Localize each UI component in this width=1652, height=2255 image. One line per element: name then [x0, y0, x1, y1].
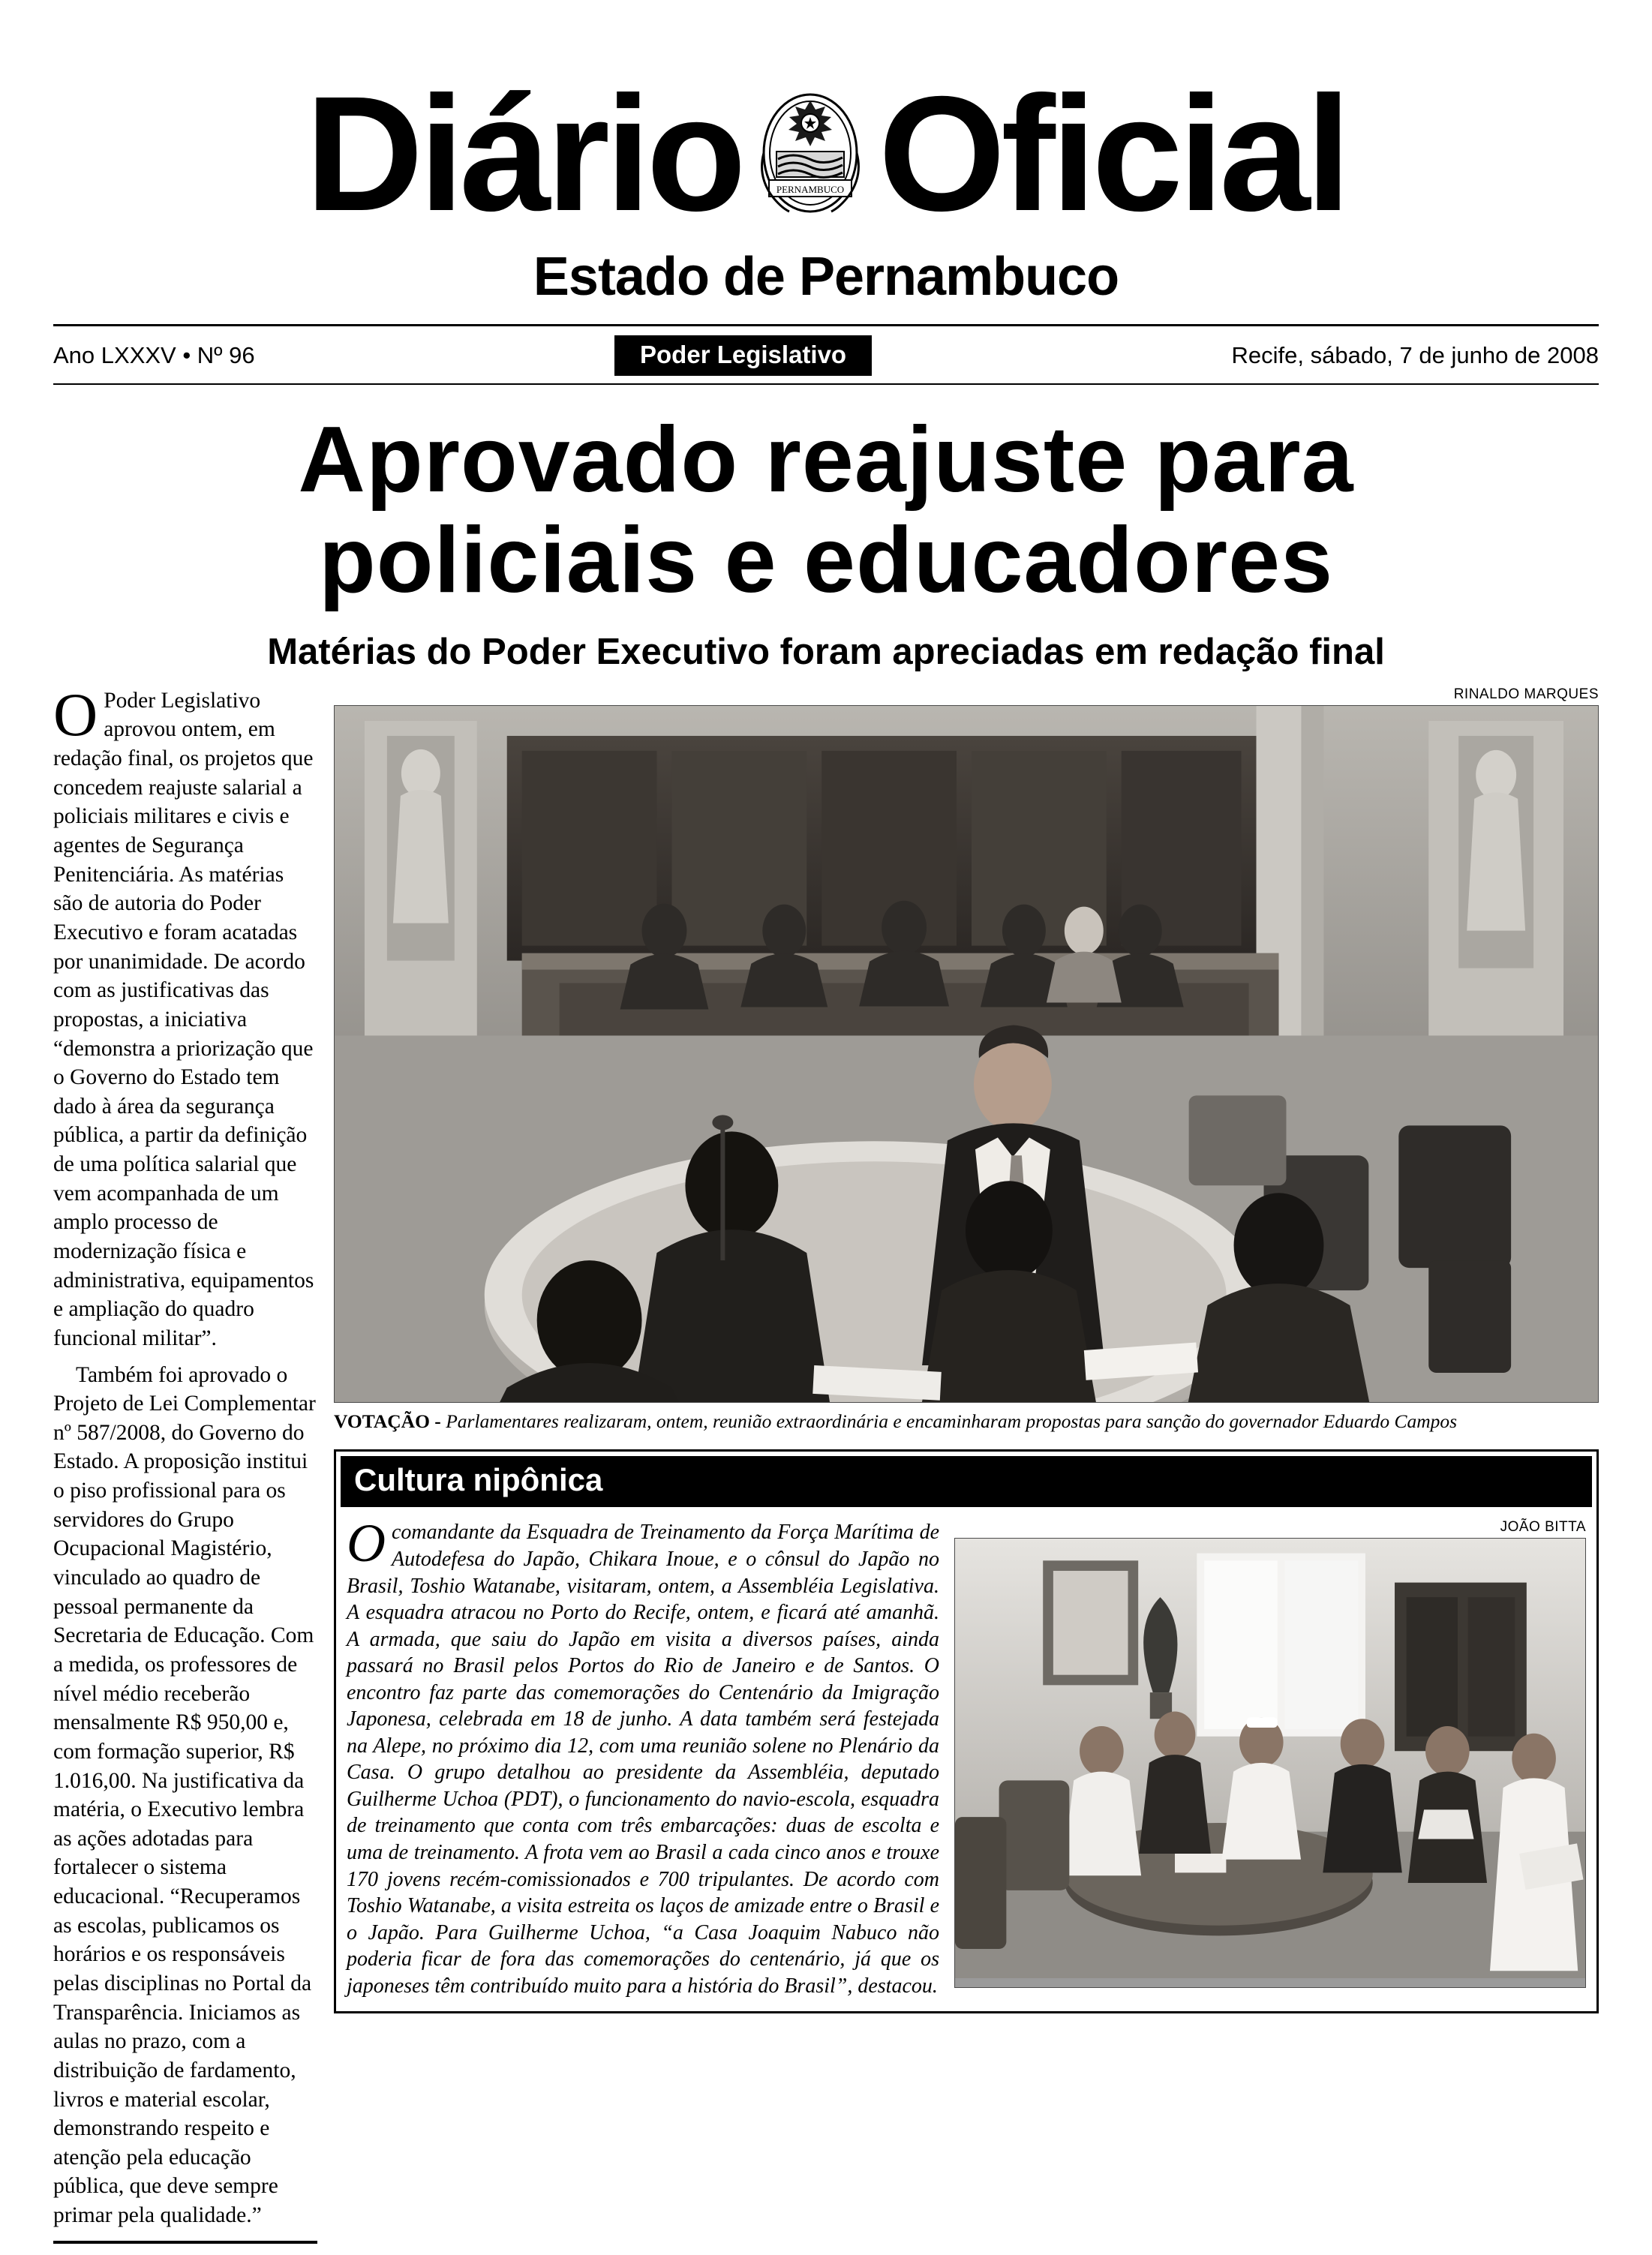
right-column: [334, 686, 1599, 2013]
masthead-subtitle: Estado de Pernambuco: [533, 247, 1119, 307]
lead-paragraph-1: Poder Legislativo aprovou ontem, em redação final, os projetos que concedem reajuste salarial a policiais militares e civis e agentes de Segurança Penitenciária. As matérias são de autoria do Poder Executivo e foram acatadas por unanimidade. De acordo com as justificativas das propostas, a iniciativa “demonstra a priorização que o Governo do Estado tem dado à área da segurança pública, a partir da definição de uma política salarial que vem acompanhada de um amplo processo de modernização física e administrativa, equipamentos e ampliação do quadro funcional militar”.: [53, 688, 314, 1350]
culture-drop-cap: O: [347, 1513, 386, 1574]
culture-photo-wrapper: [954, 1519, 1586, 1988]
issue-number: Ano LXXXV • Nº 96: [53, 342, 255, 368]
masthead-word-oficial: Oficial: [878, 63, 1347, 246]
caption-label: VOTAÇÃO -: [334, 1410, 441, 1432]
drop-cap: O: [53, 680, 98, 749]
culture-photo-credit: JOÃO BITTA: [1500, 1519, 1586, 1536]
main-content: [53, 680, 1599, 2255]
culture-section: [334, 1449, 1599, 2013]
main-photo: [334, 705, 1599, 1403]
divider-below-issue-bar: [53, 383, 1599, 385]
issue-date: Recife, sábado, 7 de junho de 2008: [1231, 342, 1599, 368]
section-badge: Poder Legislativo: [614, 335, 872, 376]
culture-section-title: Cultura nipônica: [341, 1456, 1592, 1507]
lead-article-column: [53, 680, 317, 2255]
headline-line-2: policiais e educadores: [318, 508, 1334, 612]
svg-text:PERNAMBUCO: PERNAMBUCO: [776, 184, 844, 195]
lead-article-first-paragraph: [53, 680, 317, 1353]
culture-paragraph: comandante da Esquadra de Treinamento da Força Marítima de Autodefesa do Japão, Chikara Inoue, e o cônsul do Japão no Brasil, Toshio Watanabe, visitaram, ontem, a Assembléia Legislativa. A esquadra atracou no Porto do Recife, ontem, e ficará até amanhã. A armada, que saiu do Japão em visita a diversos países, ainda passará no Brasil pelos Portos do Rio de Janeiro e de Santos. O encontro faz parte das comemorações do Centenário da Imigração Japonesa, celebrada em 18 de junho. A data também será festejada na Alepe, no próximo dia 12, com uma reunião solene no Plenário da Casa. O grupo detalhou ao presidente da Assembléia, deputado Guilherme Uchoa (PDT), o funcionamento do navio-escola, esquadra de treinamento que conta com três embarcações: duas de escolta e uma de treinamento. A frota vem ao Brasil a cada cinco anos e trouxe 170 jovens recém-comissionados e 700 tripulantes. De acordo com Toshio Watanabe, a visita estreita os laços de amizade entre o Brasil e o Japão. Para Guilherme Uchoa, “a Casa Joaquim Nabuco não poderia ficar de fora das comemorações do centenário, já que os japoneses têm contribuído muito para a história do Brasil”, destacou.: [347, 1521, 939, 1998]
subheadline: Matérias do Poder Executivo foram apreciadas em redação final: [267, 631, 1385, 672]
headline-line-1: Aprovado reajuste para: [298, 408, 1354, 512]
masthead: [53, 0, 1599, 673]
lead-paragraph-2: Também foi aprovado o Projeto de Lei Complementar nº 587/2008, do Governo do Estado. A proposição institui o piso profissional para os servidores do Grupo Ocupacional Magistério, vinculado ao quadro de pessoal permanente da Secretaria de Educação. Com a medida, os professores de nível médio receberão mensalmente R$ 950,00 e, com formação superior, R$ 1.016,00. Na justificativa da matéria, o Executivo lembra as ações adotadas para fortalecer o sistema educacional. “Recuperamos as escolas, publicamos os horários e os responsáveis pelas disciplinas no Portal da Transparência. Iniciamos as aulas no prazo, com a distribuição de fardamento, livros e material escolar, demonstrando respeito e atenção pela educação pública, que deve sempre primar pela qualidade.”: [53, 1362, 316, 2228]
page-title: [53, 410, 1599, 611]
main-photo-caption: [334, 1410, 1599, 1434]
plenary-session-illustration: [335, 706, 1598, 1403]
masthead-title: [53, 63, 1599, 246]
issue-bar: [53, 326, 1599, 383]
culture-article-text: [347, 1513, 939, 1999]
culture-section-body: [336, 1507, 1596, 2011]
pernambuco-coat-of-arms-icon: [754, 87, 867, 222]
column-end-rule: [53, 2241, 317, 2244]
caption-text: Parlamentares realizaram, ontem, reunião extraordinária e encaminharam propostas para sanção do governador Eduardo Campos: [440, 1410, 1458, 1432]
masthead-word-diario: Diário: [305, 63, 742, 246]
culture-photo: [954, 1538, 1586, 1988]
japanese-delegation-illustration: [955, 1539, 1585, 1978]
main-photo-credit: RINALDO MARQUES: [1453, 686, 1599, 702]
